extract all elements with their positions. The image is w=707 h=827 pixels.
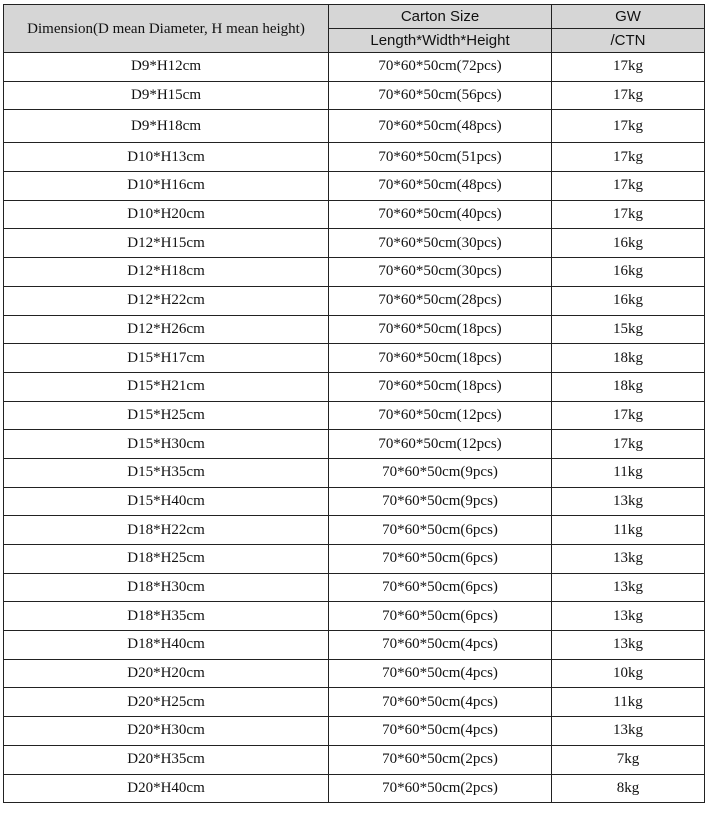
cell-gross-weight: 17kg bbox=[552, 53, 705, 82]
cell-carton-size: 70*60*50cm(28pcs) bbox=[329, 286, 552, 315]
cell-dimension: D20*H30cm bbox=[4, 717, 329, 746]
table-row bbox=[4, 258, 705, 287]
cell-gross-weight: 17kg bbox=[552, 200, 705, 229]
table-row bbox=[4, 401, 705, 430]
cell-dimension: D9*H12cm bbox=[4, 53, 329, 82]
cell-carton-size: 70*60*50cm(30pcs) bbox=[329, 229, 552, 258]
cell-carton-size: 70*60*50cm(12pcs) bbox=[329, 401, 552, 430]
header-gw: GW bbox=[552, 5, 705, 29]
cell-dimension: D10*H20cm bbox=[4, 200, 329, 229]
cell-carton-size: 70*60*50cm(4pcs) bbox=[329, 659, 552, 688]
table-row bbox=[4, 200, 705, 229]
cell-carton-size: 70*60*50cm(6pcs) bbox=[329, 516, 552, 545]
cell-dimension: D20*H35cm bbox=[4, 745, 329, 774]
cell-gross-weight: 13kg bbox=[552, 602, 705, 631]
cell-carton-size: 70*60*50cm(30pcs) bbox=[329, 258, 552, 287]
table-row bbox=[4, 430, 705, 459]
table-row bbox=[4, 516, 705, 545]
table-row bbox=[4, 344, 705, 373]
cell-dimension: D20*H25cm bbox=[4, 688, 329, 717]
cell-dimension: D20*H40cm bbox=[4, 774, 329, 803]
cell-carton-size: 70*60*50cm(4pcs) bbox=[329, 631, 552, 660]
table-row bbox=[4, 545, 705, 574]
cell-gross-weight: 16kg bbox=[552, 258, 705, 287]
cell-carton-size: 70*60*50cm(4pcs) bbox=[329, 688, 552, 717]
cell-carton-size: 70*60*50cm(2pcs) bbox=[329, 745, 552, 774]
cell-dimension: D18*H40cm bbox=[4, 631, 329, 660]
cell-dimension: D15*H21cm bbox=[4, 372, 329, 401]
table-row bbox=[4, 659, 705, 688]
cell-gross-weight: 13kg bbox=[552, 545, 705, 574]
cell-carton-size: 70*60*50cm(18pcs) bbox=[329, 315, 552, 344]
header-carton-size: Carton Size bbox=[329, 5, 552, 29]
header-gw-unit: /CTN bbox=[552, 29, 705, 53]
table-row bbox=[4, 688, 705, 717]
table-body bbox=[4, 53, 705, 803]
cell-dimension: D9*H18cm bbox=[4, 110, 329, 143]
cell-gross-weight: 7kg bbox=[552, 745, 705, 774]
table-row bbox=[4, 745, 705, 774]
cell-gross-weight: 13kg bbox=[552, 487, 705, 516]
header-dimension: Dimension(D mean Diameter, H mean height) bbox=[4, 5, 329, 53]
cell-dimension: D15*H40cm bbox=[4, 487, 329, 516]
cell-carton-size: 70*60*50cm(6pcs) bbox=[329, 573, 552, 602]
cell-gross-weight: 11kg bbox=[552, 458, 705, 487]
cell-gross-weight: 13kg bbox=[552, 631, 705, 660]
cell-dimension: D12*H26cm bbox=[4, 315, 329, 344]
cell-gross-weight: 11kg bbox=[552, 516, 705, 545]
table-header bbox=[4, 5, 705, 53]
table-row bbox=[4, 774, 705, 803]
cell-gross-weight: 8kg bbox=[552, 774, 705, 803]
cell-carton-size: 70*60*50cm(12pcs) bbox=[329, 430, 552, 459]
cell-gross-weight: 16kg bbox=[552, 229, 705, 258]
table-row bbox=[4, 573, 705, 602]
table-row bbox=[4, 110, 705, 143]
cell-gross-weight: 17kg bbox=[552, 430, 705, 459]
cell-gross-weight: 17kg bbox=[552, 143, 705, 172]
cell-carton-size: 70*60*50cm(18pcs) bbox=[329, 372, 552, 401]
table-row bbox=[4, 286, 705, 315]
table-row bbox=[4, 53, 705, 82]
table-row bbox=[4, 372, 705, 401]
cell-carton-size: 70*60*50cm(51pcs) bbox=[329, 143, 552, 172]
table-row bbox=[4, 143, 705, 172]
cell-gross-weight: 10kg bbox=[552, 659, 705, 688]
cell-dimension: D18*H35cm bbox=[4, 602, 329, 631]
cell-gross-weight: 17kg bbox=[552, 172, 705, 201]
cell-carton-size: 70*60*50cm(9pcs) bbox=[329, 458, 552, 487]
packing-spec-table bbox=[3, 4, 705, 803]
cell-dimension: D15*H30cm bbox=[4, 430, 329, 459]
cell-dimension: D15*H25cm bbox=[4, 401, 329, 430]
cell-carton-size: 70*60*50cm(72pcs) bbox=[329, 53, 552, 82]
cell-gross-weight: 11kg bbox=[552, 688, 705, 717]
cell-dimension: D18*H22cm bbox=[4, 516, 329, 545]
cell-gross-weight: 13kg bbox=[552, 573, 705, 602]
cell-gross-weight: 17kg bbox=[552, 81, 705, 110]
table-row bbox=[4, 315, 705, 344]
cell-gross-weight: 18kg bbox=[552, 372, 705, 401]
cell-dimension: D15*H17cm bbox=[4, 344, 329, 373]
cell-carton-size: 70*60*50cm(18pcs) bbox=[329, 344, 552, 373]
cell-gross-weight: 16kg bbox=[552, 286, 705, 315]
cell-gross-weight: 13kg bbox=[552, 717, 705, 746]
table-row bbox=[4, 631, 705, 660]
cell-gross-weight: 17kg bbox=[552, 110, 705, 143]
cell-dimension: D18*H30cm bbox=[4, 573, 329, 602]
cell-dimension: D12*H22cm bbox=[4, 286, 329, 315]
cell-dimension: D10*H16cm bbox=[4, 172, 329, 201]
cell-dimension: D9*H15cm bbox=[4, 81, 329, 110]
cell-carton-size: 70*60*50cm(4pcs) bbox=[329, 717, 552, 746]
table-row bbox=[4, 172, 705, 201]
table-row bbox=[4, 229, 705, 258]
table-row bbox=[4, 81, 705, 110]
table-row bbox=[4, 487, 705, 516]
header-carton-dimensions: Length*Width*Height bbox=[329, 29, 552, 53]
cell-carton-size: 70*60*50cm(48pcs) bbox=[329, 110, 552, 143]
cell-gross-weight: 18kg bbox=[552, 344, 705, 373]
cell-dimension: D20*H20cm bbox=[4, 659, 329, 688]
cell-gross-weight: 17kg bbox=[552, 401, 705, 430]
cell-carton-size: 70*60*50cm(6pcs) bbox=[329, 545, 552, 574]
cell-dimension: D10*H13cm bbox=[4, 143, 329, 172]
cell-carton-size: 70*60*50cm(2pcs) bbox=[329, 774, 552, 803]
cell-carton-size: 70*60*50cm(9pcs) bbox=[329, 487, 552, 516]
cell-dimension: D12*H18cm bbox=[4, 258, 329, 287]
cell-dimension: D12*H15cm bbox=[4, 229, 329, 258]
cell-carton-size: 70*60*50cm(40pcs) bbox=[329, 200, 552, 229]
table-row bbox=[4, 717, 705, 746]
cell-carton-size: 70*60*50cm(6pcs) bbox=[329, 602, 552, 631]
table-row bbox=[4, 602, 705, 631]
table-row bbox=[4, 458, 705, 487]
cell-carton-size: 70*60*50cm(48pcs) bbox=[329, 172, 552, 201]
cell-carton-size: 70*60*50cm(56pcs) bbox=[329, 81, 552, 110]
cell-gross-weight: 15kg bbox=[552, 315, 705, 344]
cell-dimension: D18*H25cm bbox=[4, 545, 329, 574]
cell-dimension: D15*H35cm bbox=[4, 458, 329, 487]
